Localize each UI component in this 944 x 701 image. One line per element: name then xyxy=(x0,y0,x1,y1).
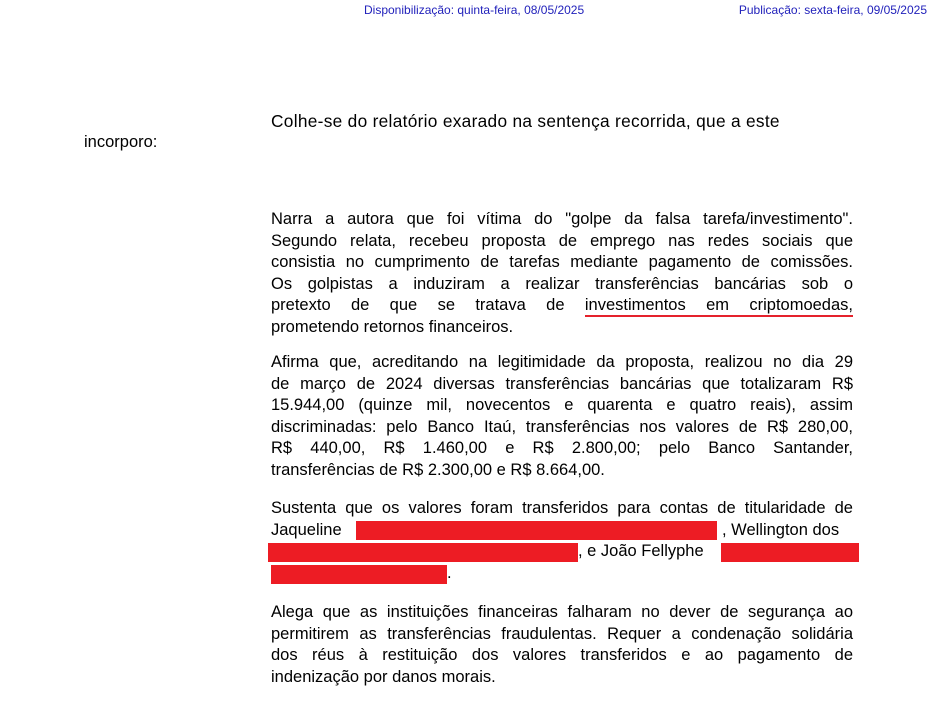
text-line: Segundo relata, recebeu proposta de emprego nas redes sociais que xyxy=(271,231,853,250)
text-line: Alega que as instituições financeiras falharam no dever de segurança ao xyxy=(271,603,853,621)
redaction-block xyxy=(268,543,578,562)
header-disponibilizacao: Disponibilização: quinta-feira, 08/05/2025 xyxy=(364,3,585,17)
text-line: indenização por danos morais. xyxy=(271,667,496,686)
text-line xyxy=(271,520,853,542)
text-line xyxy=(271,295,853,317)
recipient-name-joao: , e João Fellyphe xyxy=(578,542,704,560)
recipient-name-wellington: , Wellington dos xyxy=(722,520,840,539)
text-line: R$ 440,00, R$ 1.460,00 e R$ 2.800,00; pelo Banco Santander, xyxy=(271,439,853,457)
quote-paragraph-recipients xyxy=(271,498,853,584)
recipient-name-jaqueline: Jaqueline xyxy=(271,520,342,539)
text-line: Sustenta que os valores foram transferidos para contas de titularidade de xyxy=(271,499,853,517)
redaction-block xyxy=(356,521,717,540)
text-fragment: . xyxy=(447,563,452,582)
text-line: 15.944,00 (quinze mil, novecentos e quarenta e quatro reais), assim xyxy=(271,396,853,414)
text-line: prometendo retornos financeiros. xyxy=(271,317,514,336)
text-line xyxy=(271,541,853,563)
text-line: de março de 2024 diversas transferências bancárias que totalizaram R$ xyxy=(271,374,853,393)
text-fragment: pretexto de que se tratava de xyxy=(271,296,585,314)
redaction-block xyxy=(721,543,859,562)
text-line: dos réus à restituição dos valores transferidos e ao pagamento de xyxy=(271,646,853,664)
header-publicacao: Publicação: sexta-feira, 09/05/2025 xyxy=(738,3,927,17)
red-underlined-phrase: investimentos em criptomoedas, xyxy=(585,296,853,317)
text-line: transferências de R$ 2.300,00 e R$ 8.664,00. xyxy=(271,460,605,479)
text-line: Afirma que, acreditando na legitimidade da proposta, realizou no dia 29 xyxy=(271,353,853,371)
text-line: permitirem as transferências fraudulentas. Requer a condenação solidária xyxy=(271,624,853,643)
intro-text-line2: incorporo: xyxy=(84,133,158,151)
text-line: consistia no cumprimento de tarefas mediante pagamento de comissões. xyxy=(271,253,853,271)
text-line xyxy=(271,563,853,585)
quote-paragraph-narrative xyxy=(271,209,853,338)
text-line: Os golpistas a induziram a realizar transferências bancárias sob o xyxy=(271,274,853,293)
text-line: discriminadas: pelo Banco Itaú, transferências nos valores de R$ 280,00, xyxy=(271,417,853,436)
intro-text-line1: Colhe-se do relatório exarado na sentença recorrida, que a este xyxy=(271,111,780,131)
quote-paragraph-claims xyxy=(271,602,853,688)
text-line: Narra a autora que foi vítima do "golpe da falsa tarefa/investimento". xyxy=(271,210,853,228)
quote-paragraph-transfers xyxy=(271,352,853,481)
redaction-block xyxy=(271,565,447,584)
